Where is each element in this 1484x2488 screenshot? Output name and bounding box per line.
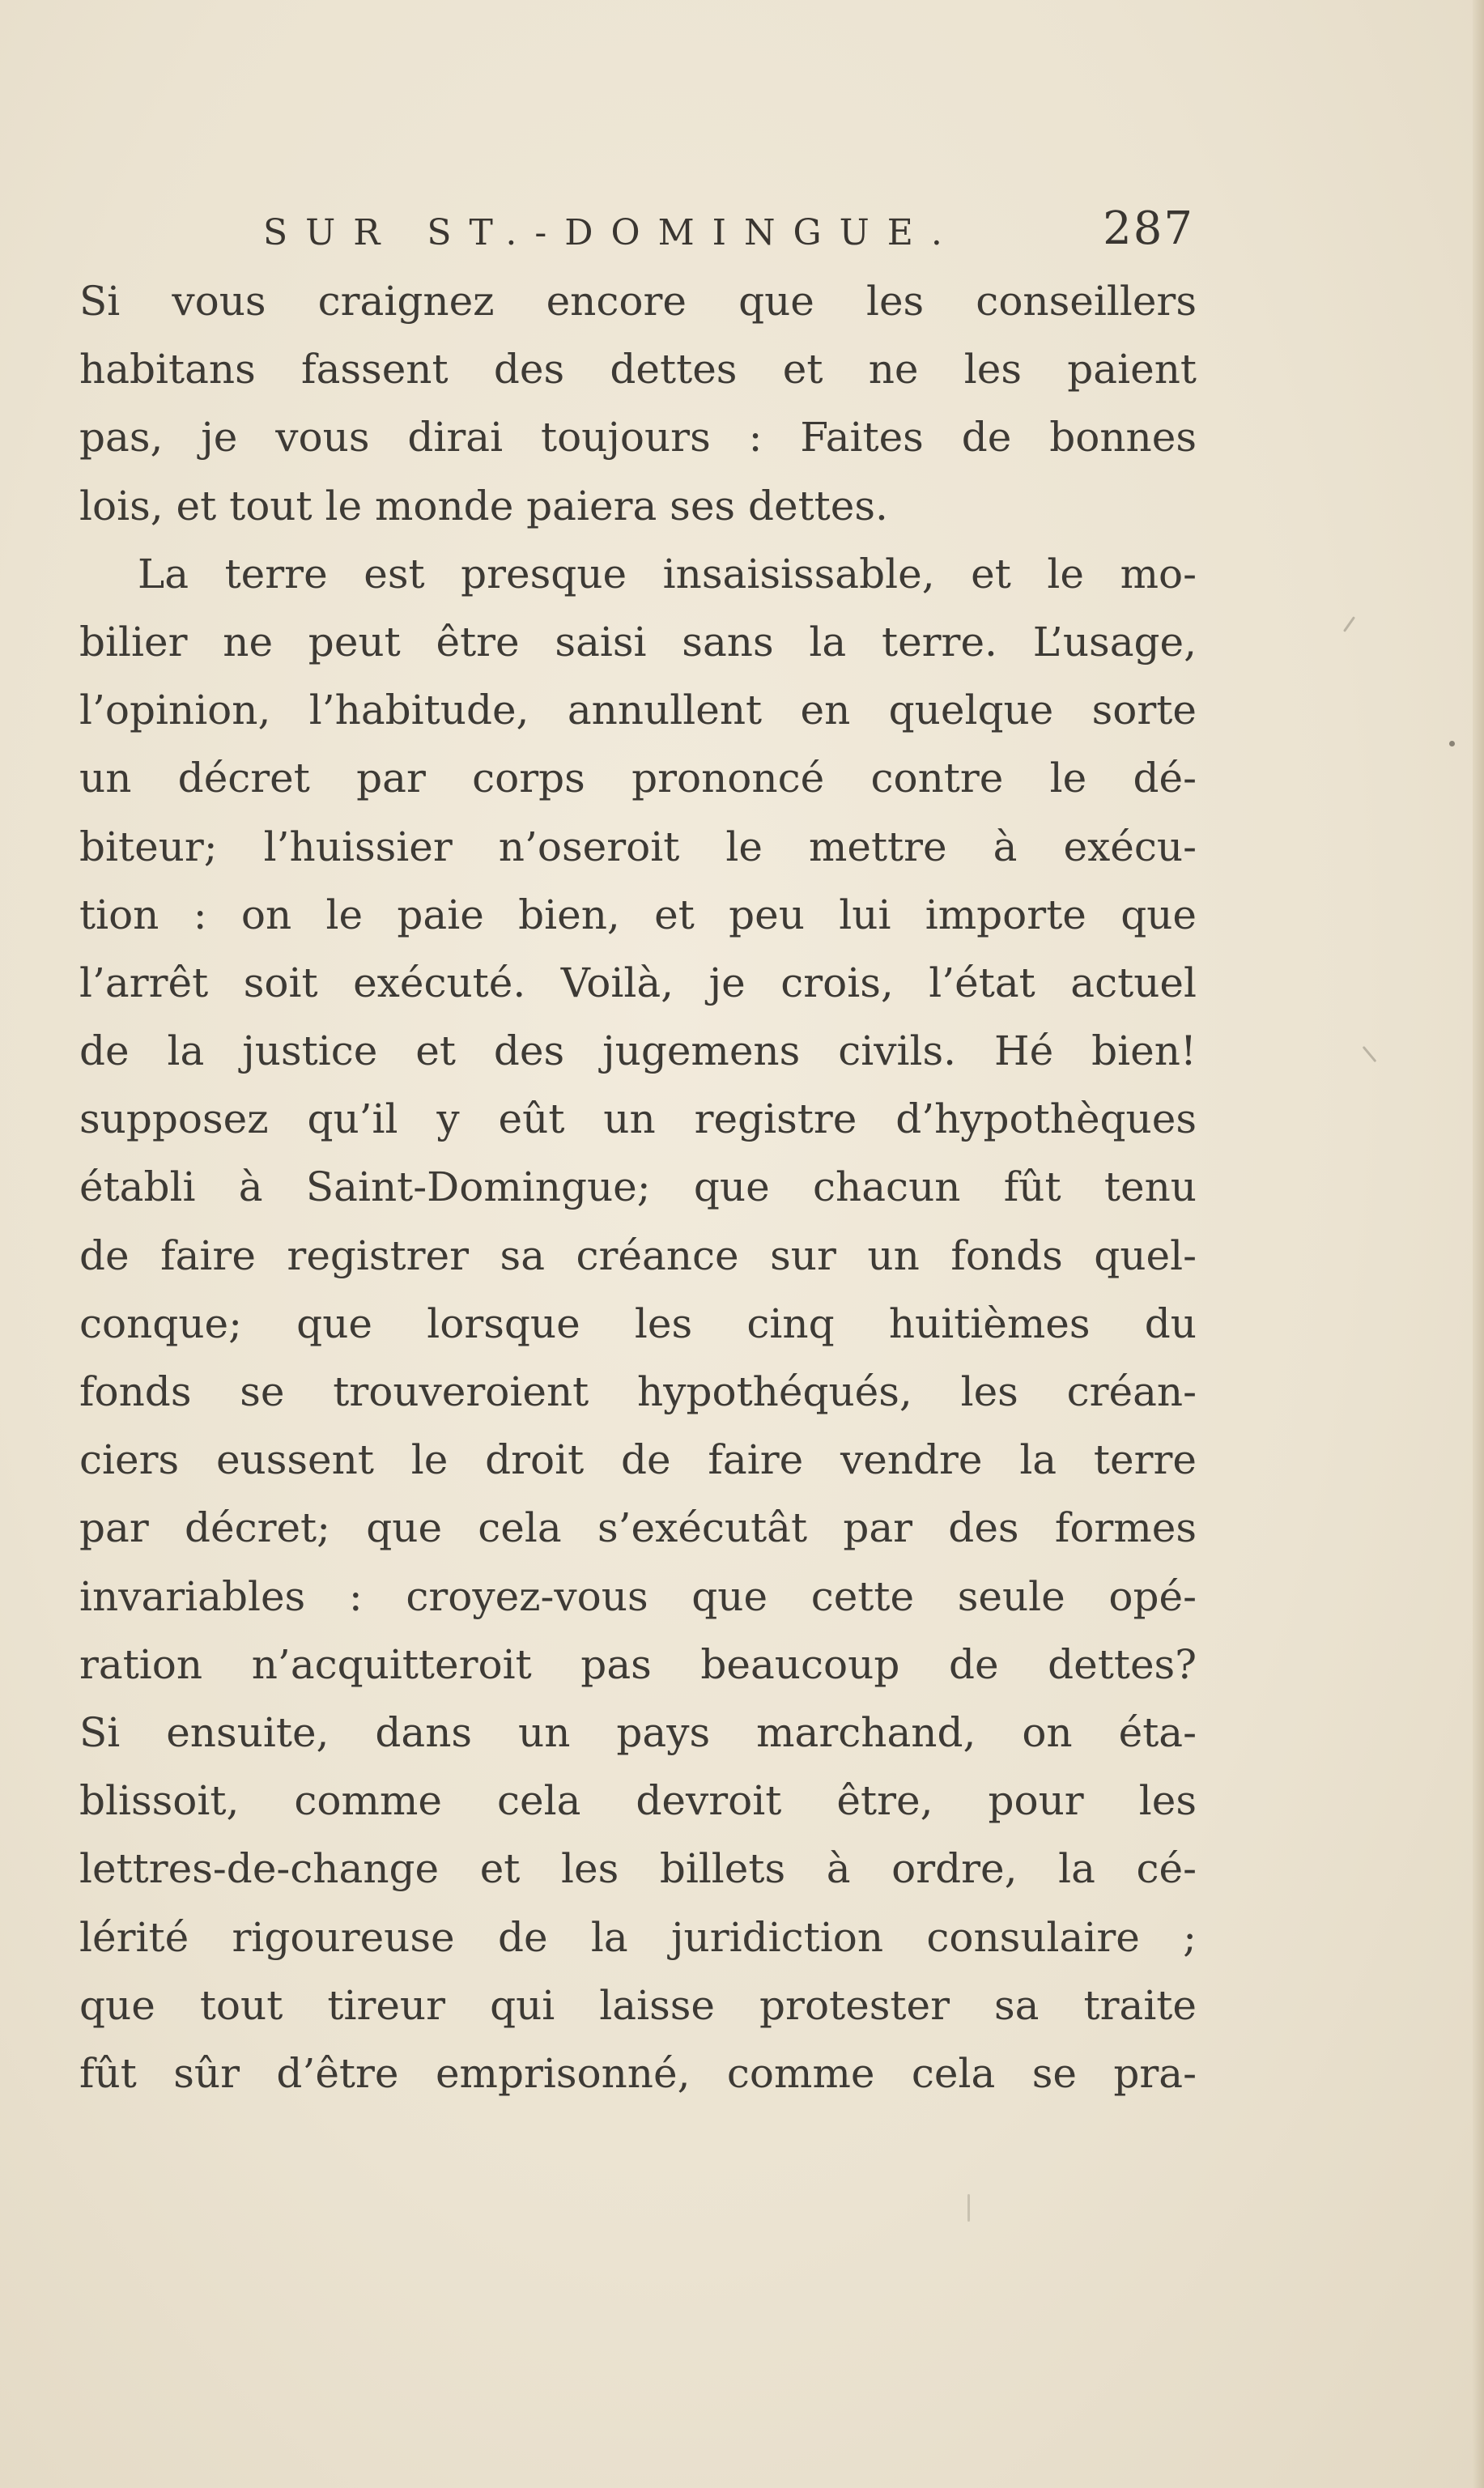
page-header xyxy=(263,202,1194,259)
paper-speck xyxy=(1449,741,1455,746)
text-line: lérité rigoureuse de la juridiction consulaire ; xyxy=(79,1913,1197,1961)
text-line: blissoit, comme cela devroit être, pour les xyxy=(79,1777,1197,1825)
text-line: de la justice et des jugemens civils. Hé bien! xyxy=(79,1027,1197,1075)
text-line: Si ensuite, dans un pays marchand, on éta- xyxy=(79,1708,1197,1756)
page-edge xyxy=(1473,0,1484,2488)
text-line: habitans fassent des dettes et ne les paient xyxy=(79,346,1197,393)
text-line: supposez qu’il y eût un registre d’hypothèques xyxy=(79,1095,1197,1143)
text-line: conque; que lorsque les cinq huitièmes du xyxy=(79,1299,1197,1347)
page-number: 287 xyxy=(1103,202,1194,255)
text-line: bilier ne peut être saisi sans la terre. L’usage, xyxy=(79,618,1197,666)
text-line: établi à Saint-Domingue; que chacun fût tenu xyxy=(79,1163,1197,1211)
text-line: Si vous craignez encore que les conseillers xyxy=(79,278,1197,325)
text-line: pas, je vous dirai toujours : Faites de bonnes xyxy=(79,414,1197,461)
text-line: invariables : croyez-vous que cette seule opé- xyxy=(79,1572,1197,1620)
paper-speck xyxy=(1343,616,1355,632)
text-line: ration n’acquitteroit pas beaucoup de dettes? xyxy=(79,1640,1197,1688)
text-line: fût sûr d’être emprisonné, comme cela se pra- xyxy=(79,2049,1197,2097)
text-line: tion : on le paie bien, et peu lui importe que xyxy=(79,891,1197,938)
text-line: l’opinion, l’habitude, annullent en quelque sorte xyxy=(79,687,1197,734)
text-line: de faire registrer sa créance sur un fonds quel- xyxy=(79,1231,1197,1279)
body-text xyxy=(79,267,1197,2107)
text-line: par décret; que cela s’exécutât par des formes xyxy=(79,1504,1197,1552)
text-line: l’arrêt soit exécuté. Voilà, je crois, l’état actuel xyxy=(79,959,1197,1006)
text-line: La terre est presque insaisissable, et le mo- xyxy=(138,550,1197,598)
text-line: biteur; l’huissier n’oseroit le mettre à exécu- xyxy=(79,823,1197,870)
running-head: SUR ST.-DOMINGUE. xyxy=(263,212,960,253)
paper-speck xyxy=(967,2194,970,2222)
text-line: lois, et tout le monde paiera ses dettes. xyxy=(79,482,888,529)
paper-speck xyxy=(1363,1046,1377,1062)
text-line: lettres-de-change et les billets à ordre, la cé- xyxy=(79,1845,1197,1893)
text-line: un décret par corps prononcé contre le dé- xyxy=(79,755,1197,802)
text-line: ciers eussent le droit de faire vendre la terre xyxy=(79,1436,1197,1484)
text-line: que tout tireur qui laisse protester sa traite xyxy=(79,1981,1197,2029)
text-line: fonds se trouveroient hypothéqués, les créan- xyxy=(79,1368,1197,1415)
